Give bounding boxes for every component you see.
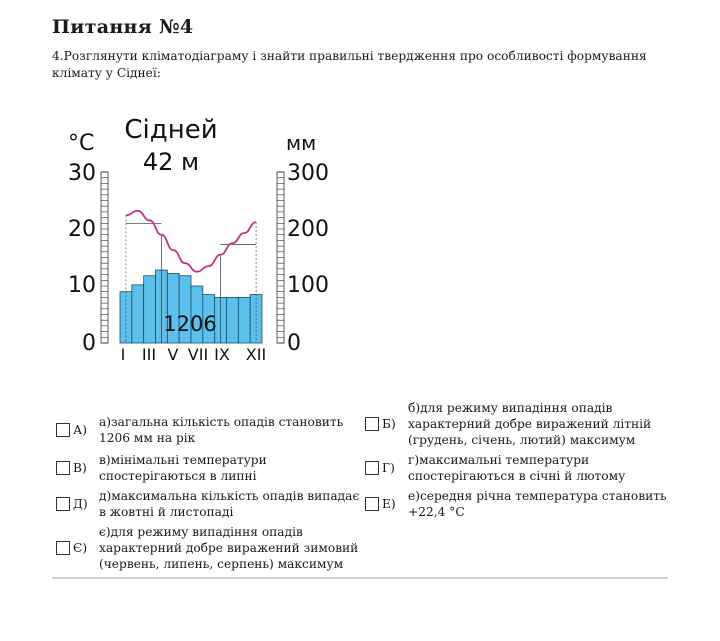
annual-precip-total: 1206 [163, 312, 217, 336]
left-tick-label: 20 [68, 217, 96, 242]
right-tick-label: 200 [287, 217, 329, 242]
checkbox[interactable] [56, 497, 70, 511]
page-title: Питання №4 [52, 16, 194, 38]
option-letter: Е) [382, 497, 396, 511]
option-text: г)максимальні температури спостерігаються в січні й лютому [408, 453, 626, 483]
month-label: IX [214, 345, 230, 364]
month-label: I [120, 345, 126, 364]
left-axis-ruler [101, 172, 108, 343]
precip-bar [238, 297, 250, 343]
climate-diagram [60, 108, 350, 370]
option-letter: А) [73, 423, 87, 437]
option-text: д)максимальна кількість опадів випадає в жовтні й листопаді [99, 489, 360, 519]
checkbox[interactable] [365, 497, 379, 511]
checkbox[interactable] [56, 541, 70, 555]
option-text: б)для режиму випадіння опадів характерний добре виражений літній (грудень, січень, лютий) максимум [408, 401, 652, 447]
checkbox[interactable] [365, 461, 379, 475]
option-a[interactable] [56, 414, 345, 446]
option-e[interactable] [365, 488, 670, 520]
month-label: V [167, 345, 179, 364]
elevation-label: 42 м [142, 148, 200, 176]
month-label: XII [245, 345, 267, 364]
option-letter: Д) [73, 497, 88, 511]
option-text: а)загальна кількість опадів становить 1206 мм на рік [99, 415, 344, 445]
bottom-divider [52, 577, 668, 579]
option-letter: Б) [382, 417, 396, 431]
checkbox[interactable] [365, 417, 379, 431]
right-unit-label: мм [286, 131, 317, 155]
checkbox[interactable] [56, 461, 70, 475]
question-text: 4.Розглянути кліматодіаграму і знайти правильні твердження про особливості формування клімату у Сіднеї: [52, 49, 647, 80]
right-tick-label: 0 [287, 331, 301, 356]
right-axis-ruler [277, 172, 284, 343]
option-g[interactable] [365, 452, 658, 484]
precip-bar [132, 285, 144, 343]
option-v[interactable] [56, 452, 345, 484]
left-tick-label: 30 [68, 161, 96, 186]
city-name: Сідней [124, 115, 218, 145]
month-label: VII [187, 345, 209, 364]
option-ye[interactable] [56, 524, 359, 572]
precip-bar [227, 297, 239, 343]
left-tick-label: 10 [68, 273, 96, 298]
option-letter: Є) [73, 541, 88, 555]
option-letter: В) [73, 461, 87, 475]
option-text: в)мінімальні температури спостерігаються в липні [99, 453, 267, 483]
checkbox[interactable] [56, 423, 70, 437]
left-tick-label: 0 [82, 331, 96, 356]
month-label: III [141, 345, 157, 364]
temperature-line [126, 211, 256, 272]
option-d[interactable] [56, 488, 361, 520]
right-tick-label: 300 [287, 161, 329, 186]
right-tick-label: 100 [287, 273, 329, 298]
precip-bar [144, 276, 156, 343]
option-letter: Г) [382, 461, 395, 475]
left-unit-label: °C [68, 131, 95, 156]
option-text: е)середня річна температура становить +22,4 °С [408, 489, 667, 519]
option-text: є)для режиму випадіння опадів характерний добре виражений зимовий (червень, липень, серпень) максимум [99, 525, 359, 571]
option-b[interactable] [365, 400, 658, 448]
